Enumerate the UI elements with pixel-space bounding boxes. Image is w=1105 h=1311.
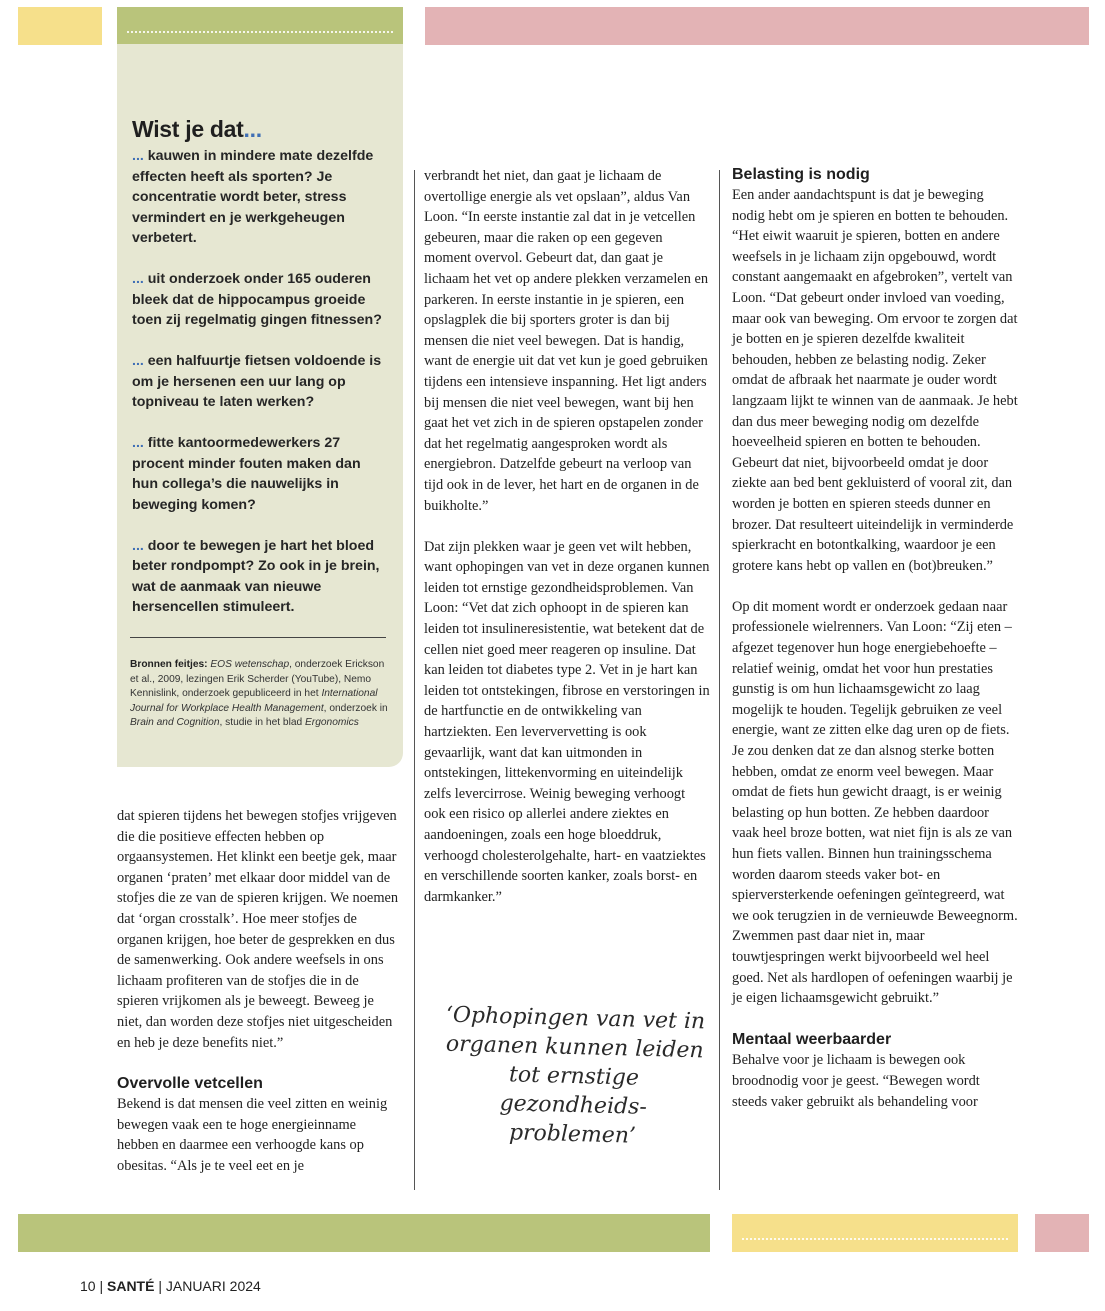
handwritten-pull-quote: ‘Ophopingen van vet in organen kunnen leiden tot ernstige gezondheidsproblemen’ — [445, 1002, 706, 1149]
section-heading: Belasting is nodig — [732, 166, 870, 183]
fact-sources: Bronnen feitjes: EOS wetenschap, onderzoek Erickson et al., 2009, lezingen Erik Scherder (YouTube), Nemo Kennislink, onderzoek gepubliceerd in het International Journal for Workplace Health Management, onderzoek in Brain and Cognition, studie in het blad Ergonomics — [130, 659, 388, 729]
section-heading: Mentaal weerbaarder — [732, 1031, 892, 1049]
top-pink-bar — [425, 7, 1089, 45]
fact-item: ... fitte kantoormedewerkers 27 procent minder fouten maken dan hun collega’s die nauwelijks in beweging komen? — [132, 435, 361, 513]
column-divider — [414, 170, 415, 1190]
paragraph: Een ander aandachtspunt is dat je beweging nodig hebt om je spieren en botten te behouden. “Het eiwit waaruit je spieren, botten en andere weefsels in je lichaam zijn opgebouwd, wordt constant aangemaakt en afgebroken”, vertelt van Loon. “Dat gebeurt onder invloed van voeding, maar ook van beweging. Om ervoor te zorgen dat je botten en je spieren dezelfde kwaliteit behouden, hebben ze belasting nodig. Zeker omdat de afbraak het naarmate je ouder wordt langzaam lijkt te winnen van de aanmaak. Je hebt dan dus meer beweging nodig om dezelfde hoeveelheid spieren en botten te behouden. Gebeurt dat niet, bijvoorbeeld omdat je door ziekte aan bed bent gekluisterd of vooral zit, dan worden je botten en spieren steeds dunner en brozer. Dat resulteert uiteindelijk in verminderde spierkracht en botontkalking, waardoor je een grotere kans hebt op vallen en (bot)breuken.” — [732, 187, 1018, 574]
section-heading: Overvolle vetcellen — [117, 1075, 263, 1093]
page-number: 10 — [80, 1278, 96, 1294]
fact-box-title: Wist je dat... — [132, 116, 262, 142]
paragraph: Behalve voor je lichaam is bewegen ook broodnodig voor je geest. “Bewegen wordt steeds vaker gebruikt als behandeling voor — [732, 1052, 980, 1110]
magazine-brand: SANTÉ — [107, 1278, 155, 1294]
bottom-yellow-bar — [732, 1214, 1018, 1252]
paragraph: verbrandt het niet, dan gaat je lichaam de overtollige energie als vet opslaan”, aldus Van Loon. “In eerste instantie zal dat in je vetcellen gebeuren, maar die raken op een gegeven moment overvol. Gebeurt dat, dan gaat je lichaam het vet op andere plekken verzamelen en parkeren. In eerste instantie in je spieren, een opslagplek die bij sporters groter is dan bij mensen die niet veel bewegen. Dat is handig, want de energie uit dat vet kun je goed gebruiken tijdens een intensieve inspanning. Het ligt anders bij mensen die niet veel bewegen, want bij hen gaat het vet zich in de spieren opstapelen zonder dat het regelmatig aangesproken wordt als energiebron. Datzelfde gebeurt na verloop van tijd ook in de lever, het hart en de organen in de buikholte.” — [424, 168, 709, 514]
fact-box-divider — [130, 637, 386, 638]
page-footer: 10 | SANTÉ | JANUARI 2024 — [80, 1278, 261, 1294]
fact-item: ... uit onderzoek onder 165 ouderen bleek dat de hippocampus groeide toen zij regelmatig gingen fitnessen? — [132, 271, 382, 328]
bottom-green-bar — [18, 1214, 710, 1252]
fact-item: ... door te bewegen je hart het bloed beter rondpompt? Zo ook in je brein, wat de aanmaak van nieuwe hersencellen stimuleert. — [132, 537, 380, 615]
fact-item: ... een halfuurtje fietsen voldoende is om je hersenen een uur lang op topniveau te laten werken? — [132, 353, 382, 410]
bottom-right-pink-bar — [1035, 1214, 1089, 1252]
paragraph: Dat zijn plekken waar je geen vet wilt hebben, want ophopingen van vet in deze organen kunnen leiden tot ernstige gezondheidsproblemen. Van Loon: “Vet dat zich ophoopt in de spieren kan leiden tot insulineresistentie, wat betekent dat de cellen niet goed meer reageren op insuline. Dat kan leiden tot diabetes type 2. Vet in je hart kan leiden tot ontstekingen, fibrose en verstoringen in de hartfunctie en de ontwikkeling van hartziekten. Een leververvetting is ook gevaarlijk, want dat kan uitmonden in ontstekingen, littekenvorming en uiteindelijk zelfs levercirrose. Weinig beweging verhoogt ook een risico op allerlei andere ziektes en aandoeningen, zoals een hoge bloeddruk, verhoogd cholesterolgehalte, hart- en vaatziektes en verschillende soorten kanker, zoals borst- en darmkanker.” — [424, 538, 710, 905]
fact-list — [132, 146, 390, 638]
paragraph: Op dit moment wordt er onderzoek gedaan naar professionele wielrenners. Van Loon: “Zij eten – afgezet tegenover hun hoge energiebehoefte – relatief weinig, omdat het voor hun prestaties gunstig is om hun lichaamsgewicht zo laag mogelijk te houden. Tegelijk gebruiken ze veel energie, want ze zitten elke dag uren op de fiets. Je zou denken dat ze dan alsnog sterke botten hebben, omdat ze enorm veel bewegen. Maar omdat de fiets hun gewicht draagt, is er weinig belasting op hun botten. Ze hebben daardoor vaak heel broze botten, wat niet fijn is als ze van hun fiets vallen. Binnen hun trainingsschema worden daarom steeds vaker bot- en spierversterkende oefeningen geïntegreerd, wat we ook terugzien in de vernieuwde Beweegnorm. Zwemmen past daar niet in, maar touwtjespringen werkt bijvoorbeeld wel heel goed. Net als hardlopen of oefeningen waarbij je je eigen lichaamsgewicht gebruikt.” — [732, 598, 1018, 1007]
top-left-yellow-bar — [18, 7, 102, 45]
paragraph: dat spieren tijdens het bewegen stofjes vrijgeven die die positieve effecten hebben op orgaansystemen. Het klinkt een beetje gek, maar organen ‘praten’ met elkaar door middel van de stofjes die ze van de spieren krijgen. We noemen dat ‘organ crosstalk’. Hoe meer stofjes de organen krijgen, hoe beter de gesprekken en dus de samenwerking. Ook andere weefsels in ons lichaam profiteren van de stofjes die in de spieren vrijkomen als je beweegt. Beweeg je niet, dan worden deze stofjes niet uitgescheiden en heb je deze benefits niet.” — [117, 808, 399, 1051]
fact-item: ... kauwen in mindere mate dezelfde effecten heeft als sporten? Je concentratie wordt beter, stress vermindert en je werkgeheugen verbetert. — [132, 148, 374, 246]
article-column-2 — [424, 166, 710, 907]
article-column-1 — [117, 806, 399, 1177]
issue-date: JANUARI 2024 — [165, 1278, 261, 1294]
article-column-3 — [732, 164, 1018, 1112]
paragraph: Bekend is dat mensen die veel zitten en weinig bewegen vaak een te hoge energieinname hebben en daarmee een verhoogde kans op obesitas. “Als je te veel eet en je — [117, 1096, 388, 1174]
column-divider — [719, 170, 720, 1190]
top-green-bar — [117, 7, 403, 45]
